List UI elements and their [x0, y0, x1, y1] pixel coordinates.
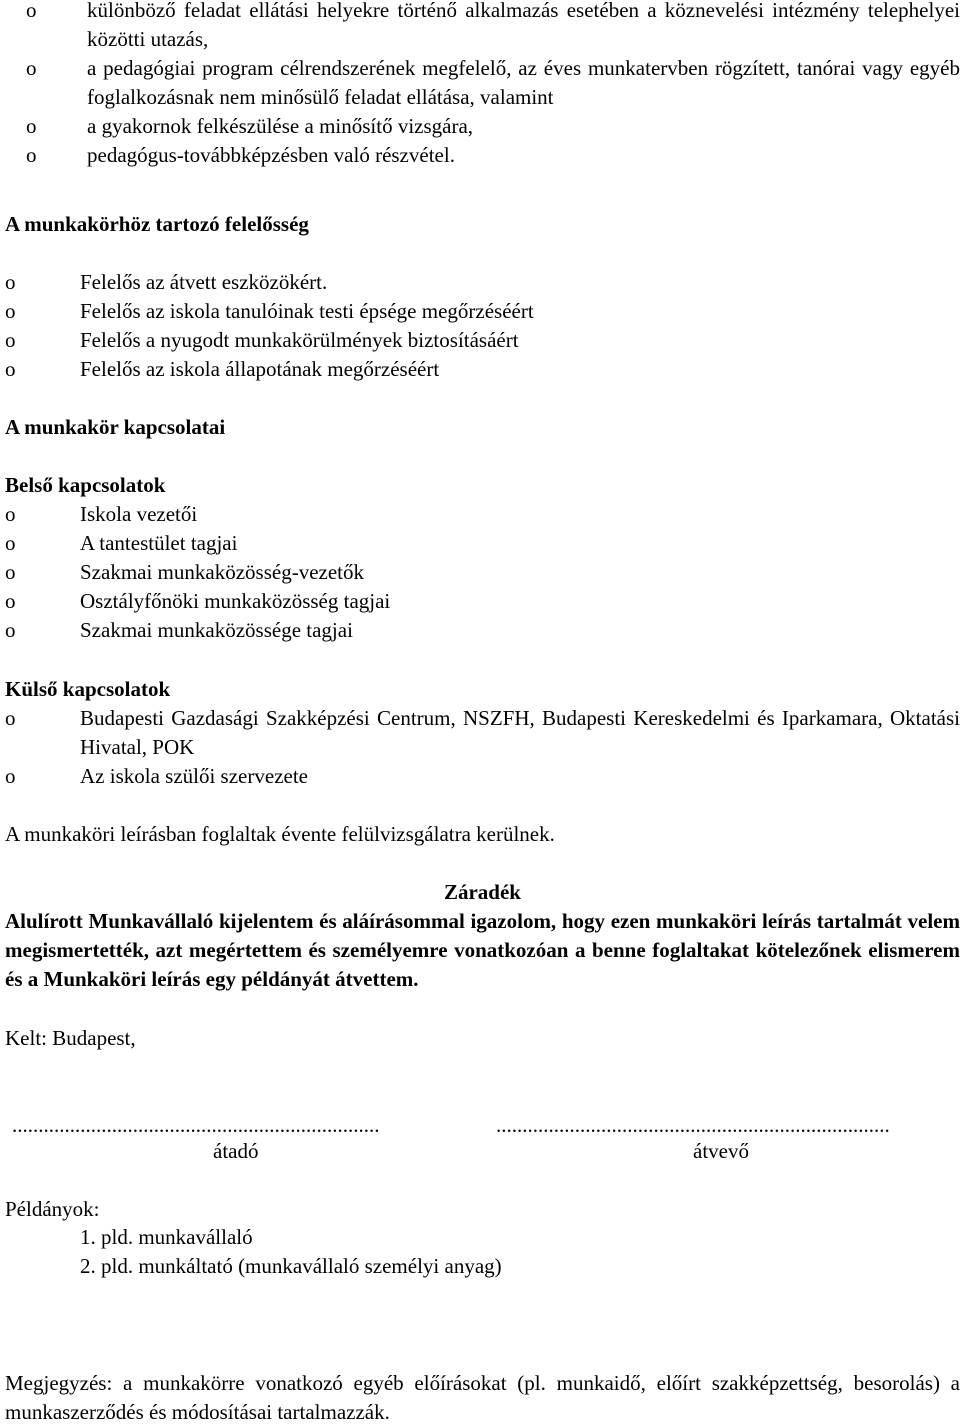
subheading-kulso: Külső kapcsolatok	[5, 677, 171, 701]
list-item: o különböző feladat ellátási helyekre történő alkalmazás esetében a köznevelési intézmény telephelyei közötti utazás,	[5, 0, 960, 54]
list-item: o Az iskola szülői szervezete	[5, 762, 960, 791]
list-bullet: o	[5, 299, 16, 323]
list-bullet: o	[5, 531, 16, 555]
list-bullet: o	[5, 357, 16, 381]
section-heading-kapcsolatok: A munkakör kapcsolatai	[5, 415, 226, 439]
list-item: o pedagógus-továbbképzésben való részvétel.	[5, 141, 960, 170]
list-bullet: o	[5, 502, 16, 526]
signature-line-right: ...........................................................................	[496, 1113, 890, 1137]
signature-line-left: ......................................................................	[12, 1113, 380, 1137]
kelt-line: Kelt: Budapest,	[5, 1026, 136, 1050]
signature-label-atado: átadó	[213, 1139, 259, 1163]
list-bullet: o	[5, 618, 16, 642]
list-bullet: o	[5, 328, 16, 352]
list-item: o Iskola vezetői	[5, 500, 960, 529]
list-bullet: o	[5, 589, 16, 613]
list-item: o a gyakornok felkészülése a minősítő vizsgára,	[5, 112, 960, 141]
list-item: o a pedagógiai program célrendszerének megfelelő, az éves munkatervben rögzített, tanórai vagy egyéb foglalkozásnak nem minősülő feladat ellátása, valamint	[26, 56, 960, 109]
list-bullet: o	[26, 143, 37, 167]
list-item: o Budapesti Gazdasági Szakképzési Centrum, NSZFH, Budapesti Kereskedelmi és Iparkamara, Oktatási Hivatal, POK	[5, 706, 960, 759]
list-bullet: o	[5, 560, 16, 584]
list-bullet: o	[26, 56, 37, 80]
review-note: A munkaköri leírásban foglaltak évente felülvizsgálatra kerülnek.	[5, 822, 555, 846]
list-item: o Felelős az átvett eszközökért.	[5, 268, 960, 297]
belso-list	[5, 500, 960, 645]
top-list	[5, 0, 960, 170]
list-item: o A tantestület tagjai	[5, 529, 960, 558]
list-item: o Szakmai munkaközössége tagjai	[5, 616, 960, 645]
list-bullet: o	[5, 764, 16, 788]
list-bullet: o	[5, 706, 16, 730]
list-item: o Felelős a nyugodt munkakörülmények biztosításáért	[5, 326, 960, 355]
peldany-item: 1. pld. munkavállaló	[80, 1225, 253, 1249]
felelosseg-list	[5, 268, 960, 384]
list-bullet: o	[26, 0, 37, 22]
zaradek-title: Záradék	[443, 880, 521, 904]
subheading-belso: Belső kapcsolatok	[5, 473, 166, 497]
list-item: o Osztályfőnöki munkaközösség tagjai	[5, 587, 960, 616]
kulso-list	[5, 704, 960, 791]
list-item: o Felelős az iskola állapotának megőrzéséért	[5, 355, 960, 384]
signature-label-atvevo: átvevő	[693, 1139, 749, 1163]
list-item: o Szakmai munkaközösség-vezetők	[5, 558, 960, 587]
peldanyok-heading: Példányok:	[5, 1197, 100, 1221]
zaradek-text: Alulírott Munkavállaló kijelentem és aláírásommal igazolom, hogy ezen munkaköri leírás tartalmát velem megismertették, azt megértettem és személyemre vonatkozóan a benne foglaltakat kötelezőnek elismerem és a Munkaköri leírás egy példányát átvettem.	[5, 909, 960, 991]
list-bullet: o	[5, 270, 16, 294]
megjegyzes: Megjegyzés: a munkakörre vonatkozó egyéb előírásokat (pl. munkaidő, előírt szakképzettség, besorolás) a munkaszerződés és módosításai tartalmazzák.	[5, 1371, 960, 1424]
peldany-item: 2. pld. munkáltató (munkavállaló személyi anyag)	[80, 1254, 502, 1278]
section-heading-felelosseg: A munkakörhöz tartozó felelősség	[5, 212, 309, 236]
list-bullet: o	[26, 114, 37, 138]
list-item: o Felelős az iskola tanulóinak testi épsége megőrzéséért	[5, 297, 960, 326]
